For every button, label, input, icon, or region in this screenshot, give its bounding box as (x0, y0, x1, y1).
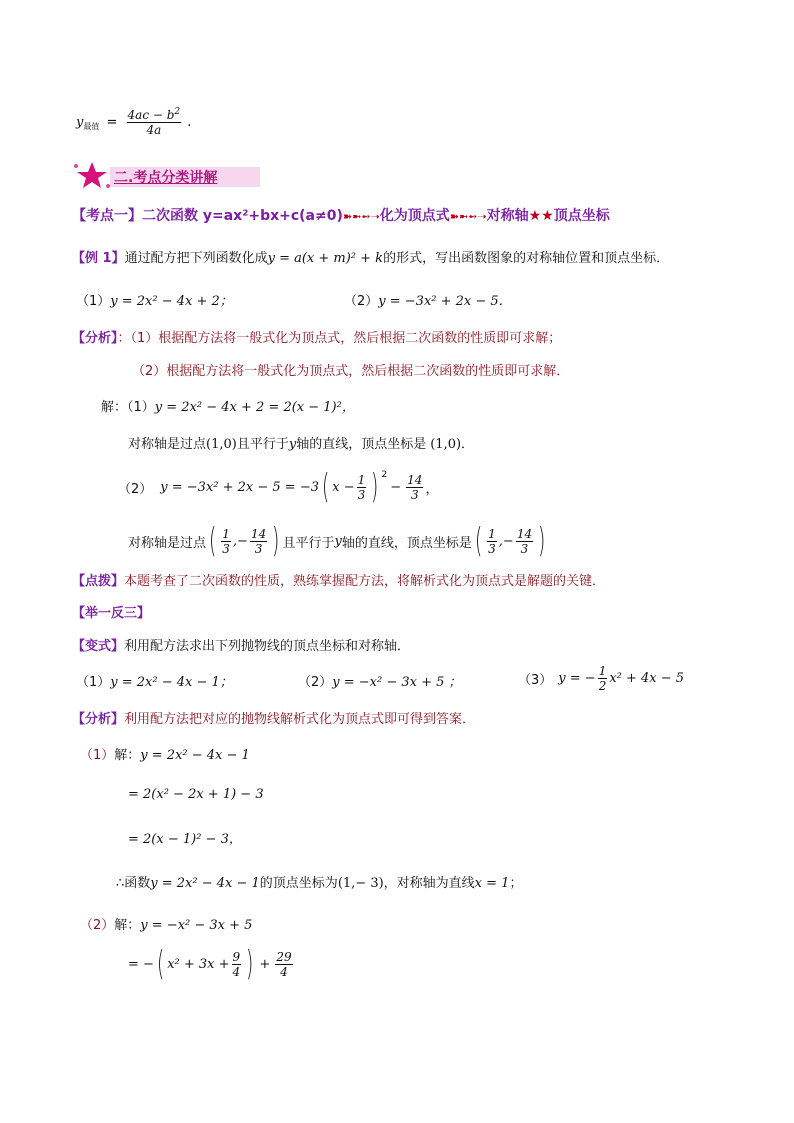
example-1-prompt: 【例 1】通过配方把下列函数化成y = a(x + m)² + k的形式，写出函数图象的对称轴位置和顶点坐标． (72, 251, 670, 266)
variant-q2: （2）y = −x² − 3x + 5 ； (298, 675, 462, 690)
example-1-part-1: （1）y = 2x² − 4x + 2； (76, 294, 233, 309)
sol2-part1-line3: = 2(x − 1)² − 3， (128, 832, 242, 847)
analysis-2: 【分析】利用配方法把对应的抛物线解析式化为顶点式即可得到答案． (72, 712, 476, 727)
formula-lhs-sub: 最值 (83, 122, 100, 131)
tip-line: 【点拨】本题考查了二次函数的性质，熟练掌握配方法，将解析式化为顶点式是解题的关键． (72, 574, 606, 589)
star-icon: ★★ (528, 208, 554, 224)
practice-heading: 【举一反三】 (72, 606, 151, 621)
formula-fraction: $\frac{4ac - b^2}{4a}$ (127, 107, 181, 137)
sol2-part2-line2: = − ( x² + 3x + $\frac{9}{4}$ ) + $\frac{29}{4}$ (128, 944, 292, 984)
analysis-1-line-1: 【分析】：（1）根据配方法将一般式化为顶点式，然后根据二次函数的性质即可求解； (72, 331, 562, 346)
variant-q1: （1）y = 2x² − 4x − 1； (76, 675, 233, 690)
kaodian-heading: 【考点一】二次函数 y=ax²+bx+c(a≠0)➽➼➻➝化为顶点式➽➼➻➝对称轴★★顶点坐标 (72, 208, 610, 224)
section-title: 二.考点分类讲解 (114, 170, 218, 186)
max-value-formula: $y_{最值}$ = $\frac{4ac - b^2}{4a}$ . (76, 107, 192, 137)
sol2-part1-line1: （1）解：y = 2x² − 4x − 1 (80, 748, 250, 763)
variant-prompt: 【变式】利用配方法求出下列抛物线的顶点坐标和对称轴． (72, 639, 411, 654)
section-header (70, 160, 260, 190)
arrows-icon: ➽➼➻➝ (342, 210, 380, 223)
solution-1-axis: 对称轴是过点(1,0)且平行于y轴的直线，顶点坐标是 (1,0)． (128, 437, 475, 452)
formula-lhs: y (76, 115, 84, 130)
solution-1-eq2: （2） y = −3x² + 2x − 5 = −3 ( x − $\frac{1}{3}$ ) $^2$ − $\frac{14}{3}$ ， (118, 467, 439, 507)
star-ribbon-icon (70, 160, 114, 190)
sol2-part1-conclusion: ∴函数y = 2x² − 4x − 1的顶点坐标为(1,− 3)，对称轴为直线x = 1； (116, 876, 523, 891)
analysis-1-line-2: （2）根据配方法将一般式化为顶点式，然后根据二次函数的性质即可求解． (132, 364, 570, 379)
solution-1-eq1: 解：（1）y = 2x² − 4x + 2 = 2(x − 1)²， (101, 400, 355, 415)
example-1-part-2: （2）y = −3x² + 2x − 5． (344, 294, 512, 309)
sol2-part2-line1: （2）解：y = −x² − 3x + 5 (80, 918, 253, 933)
sol2-part1-line2: = 2(x² − 2x + 1) − 3 (128, 787, 264, 802)
arrows-icon: ➽➼➻➝ (449, 210, 487, 223)
solution-1-axis-2: 对称轴是过点 ( $\frac{1}{3}$ ,− $\frac{14}{3}$ ) 且平行于 y 轴的直线，顶点坐标是 ( $\frac{1}{3}$ ,− $\frac{14}{3}$ ) (128, 521, 546, 561)
variant-q3: （3） y = − $\frac{1}{2}$ x² + 4x − 5 (518, 663, 685, 693)
